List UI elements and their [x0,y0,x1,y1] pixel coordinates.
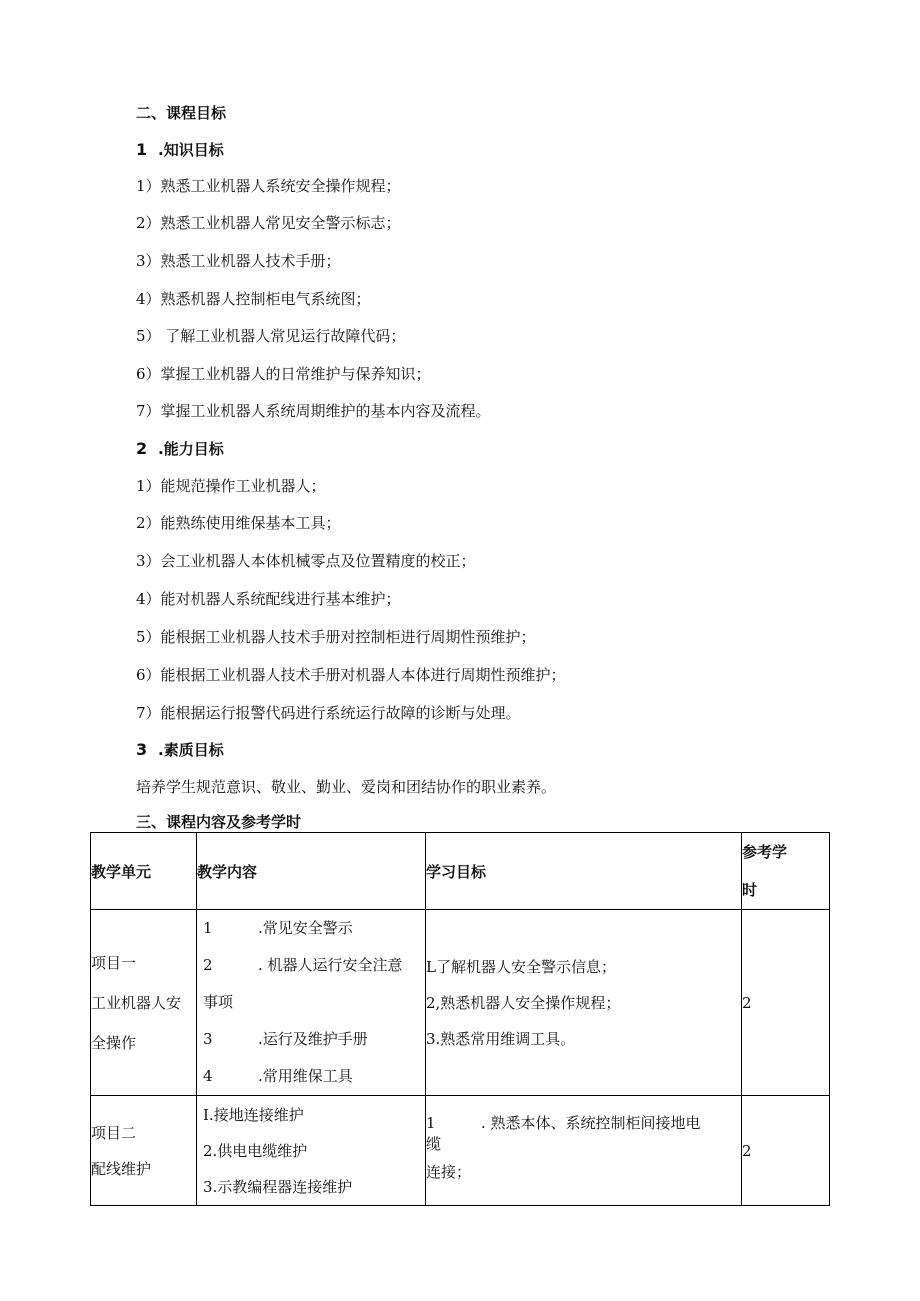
knowledge-goal-item: 4）熟悉机器人控制柜电气系统图； [136,290,371,308]
goal-line: 2,熟悉机器人安全操作规程； [426,993,621,1012]
unit-line: 工业机器人安 [91,993,182,1012]
content-line: 2 . 机器人运行安全注意 [203,956,403,974]
ability-goal-item: 5）能根据工业机器人技术手册对控制柜进行周期性预维护； [136,628,536,646]
knowledge-goal-item: 6）掌握工业机器人的日常维护与保养知识； [136,365,431,383]
knowledge-goal-item: 1）熟悉工业机器人系统安全操作规程； [136,177,401,195]
knowledge-goal-item: 2）熟悉工业机器人常见安全警示标志； [136,214,401,232]
header-reference-hours [742,833,830,910]
quality-goals-title: .素质目标 [158,741,224,759]
ability-goal-item: 2）能熟练使用维保基本工具； [136,514,341,532]
unit-cell [91,910,197,1096]
ability-goal-item: 1）能规范操作工业机器人； [136,477,326,495]
header-hours-line1: 参考学 [742,843,788,861]
ability-goal-item: 7）能根据运行报警代码进行系统运行故障的诊断与处理。 [136,704,521,722]
ability-goals-number: 2 [136,439,148,458]
goal-line: 连接； [426,1162,472,1181]
content-cell [197,910,426,1096]
content-line: 4 .常用维保工具 [203,1067,353,1085]
unit-line: 项目二 [91,1123,137,1142]
unit-line: 项目一 [91,953,137,972]
section-title-course-goals: 二、课程目标 [136,104,227,122]
ability-goals-title: .能力目标 [158,440,224,458]
content-line: I.接地连接维护 [203,1105,304,1124]
goal-line: L了解机器人安全警示信息； [426,957,616,976]
hours-cell: 2 [742,910,830,1096]
knowledge-goals-heading [136,140,224,160]
course-content-table [90,832,830,1206]
goal-line: 3.熟悉常用维调工具。 [426,1029,576,1048]
knowledge-goals-number: 1 [136,140,148,159]
unit-line: 全操作 [91,1033,137,1052]
knowledge-goal-item: 5） 了解工业机器人常见运行故障代码； [136,327,406,345]
quality-goals-number: 3 [136,740,148,759]
header-learning-goal: 学习目标 [426,833,742,910]
goal-cell [426,1096,742,1206]
content-line: 事项 [203,993,234,1011]
table-row [91,1096,830,1206]
table-header-row [91,833,830,910]
content-line: 1 .常见安全警示 [203,919,353,937]
goal-line: 缆 [426,1134,442,1153]
unit-cell [91,1096,197,1206]
knowledge-goals-title: .知识目标 [158,141,224,159]
ability-goal-item: 4）能对机器人系统配线进行基本维护； [136,590,401,608]
knowledge-goal-item: 7）掌握工业机器人系统周期维护的基本内容及流程。 [136,402,491,420]
quality-goals-text: 培养学生规范意识、敬业、勤业、爱岗和团结协作的职业素养。 [136,778,557,796]
header-teaching-unit: 教学单元 [91,833,197,910]
quality-goals-heading [136,740,224,760]
ability-goal-item: 6）能根据工业机器人技术手册对机器人本体进行周期性预维护； [136,666,566,684]
header-hours-line2: 时 [742,881,758,899]
knowledge-goal-item: 3）熟悉工业机器人技术手册； [136,252,341,270]
hours-cell: 2 [742,1096,830,1206]
content-cell [197,1096,426,1206]
ability-goals-heading [136,439,224,459]
ability-goal-item: 3）会工业机器人本体机械零点及位置精度的校正； [136,552,476,570]
content-line: 3 .运行及维护手册 [203,1030,368,1048]
table-row [91,910,830,1096]
content-line: 2.供电电缆维护 [203,1141,308,1160]
section-title-course-content: 三、课程内容及参考学时 [136,813,302,831]
header-teaching-content: 教学内容 [197,833,426,910]
goal-line: 1 . 熟悉本体、系统控制柜间接地电 [426,1113,701,1132]
content-line: 3.示教编程器连接维护 [203,1177,353,1196]
goal-cell [426,910,742,1096]
unit-line: 配线维护 [91,1159,152,1178]
